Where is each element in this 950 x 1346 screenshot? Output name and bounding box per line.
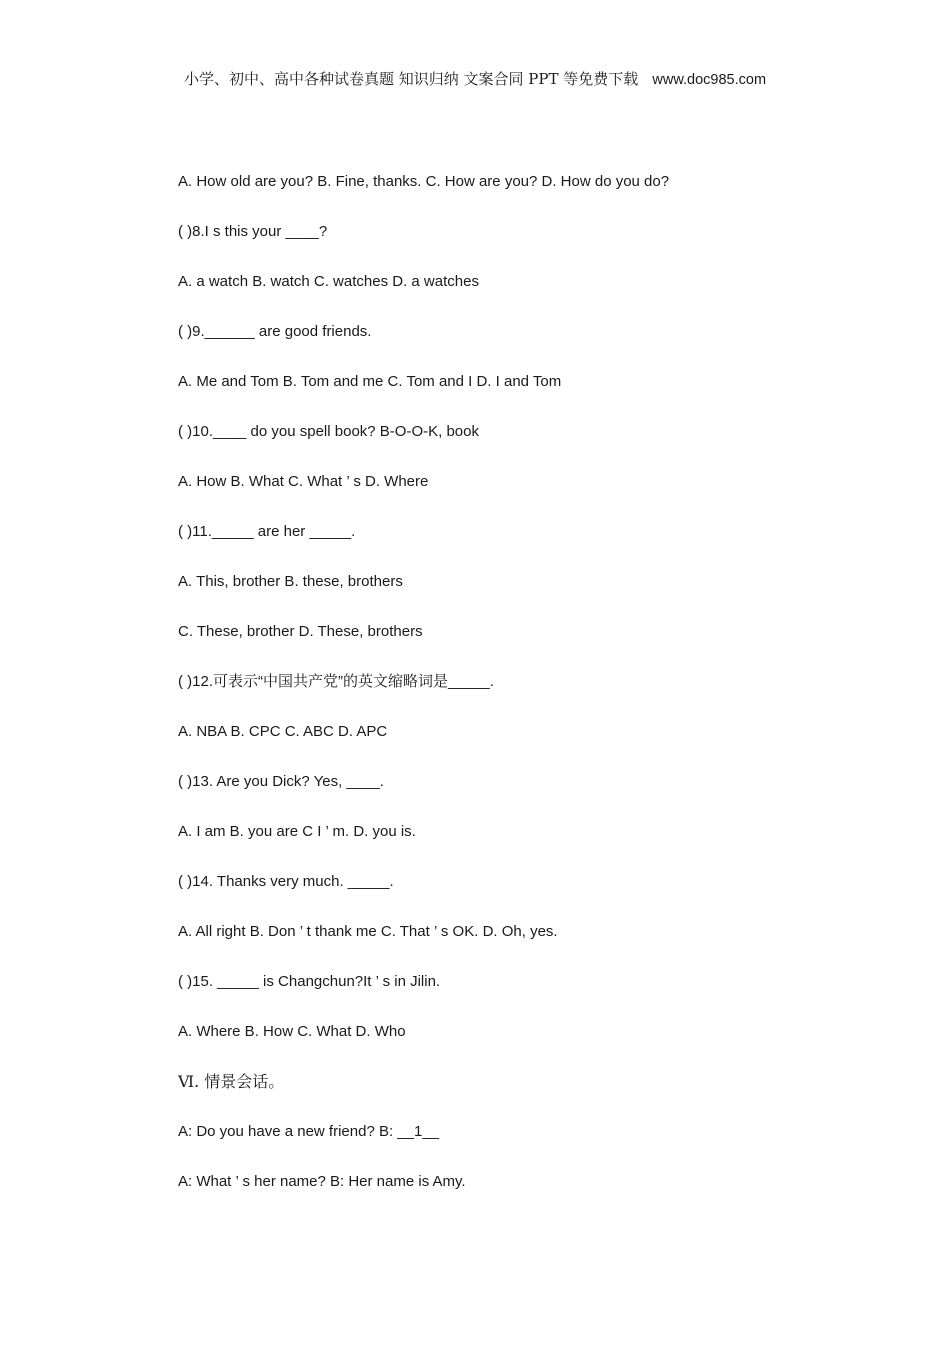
option-line-q14: A. All right B. Don ’ t thank me C. That ’ s OK. D. Oh, yes. xyxy=(178,923,558,940)
option-line-q11-cd: C. These, brother D. These, brothers xyxy=(178,623,423,640)
dialogue-line-1: A: Do you have a new friend? B: __1__ xyxy=(178,1123,440,1140)
page-header xyxy=(0,68,950,91)
option-line-q9: A. Me and Tom B. Tom and me C. Tom and I D. I and Tom xyxy=(178,373,562,390)
question-13: ( )13. Are you Dick? Yes, ____. xyxy=(178,773,384,790)
question-14: ( )14. Thanks very much. _____. xyxy=(178,873,394,890)
question-8: ( )8.I s this your ____? xyxy=(178,223,328,240)
section-heading: Ⅵ. 情景会话。 xyxy=(178,1072,285,1091)
option-line-q13: A. I am B. you are C I ’ m. D. you is. xyxy=(178,823,416,840)
option-line-q15: A. Where B. How C. What D. Who xyxy=(178,1023,406,1040)
option-line-q12: A. NBA B. CPC C. ABC D. APC xyxy=(178,723,388,740)
question-9: ( )9.______ are good friends. xyxy=(178,323,372,340)
question-10: ( )10.____ do you spell book? B-O-O-K, book xyxy=(178,423,479,440)
header-url: www.doc985.com xyxy=(652,72,767,88)
option-line-q8: A. a watch B. watch C. watches D. a watches xyxy=(178,273,479,290)
option-line-q7: A. How old are you? B. Fine, thanks. C. How are you? D. How do you do? xyxy=(178,173,670,190)
question-12: ( )12.可表示“中国共产党”的英文缩略词是_____. xyxy=(178,673,494,690)
header-text: 小学、初中、高中各种试卷真题 知识归纳 文案合同 PPT 等免费下载 xyxy=(183,70,639,88)
question-15: ( )15. _____ is Changchun?It ’ s in Jilin. xyxy=(178,973,441,990)
option-line-q11-ab: A. This, brother B. these, brothers xyxy=(178,573,403,590)
option-line-q10: A. How B. What C. What ’ s D. Where xyxy=(178,473,429,490)
question-11: ( )11._____ are her _____. xyxy=(178,523,356,540)
dialogue-line-2: A: What ’ s her name? B: Her name is Amy. xyxy=(178,1173,466,1190)
document-body xyxy=(178,171,898,1221)
